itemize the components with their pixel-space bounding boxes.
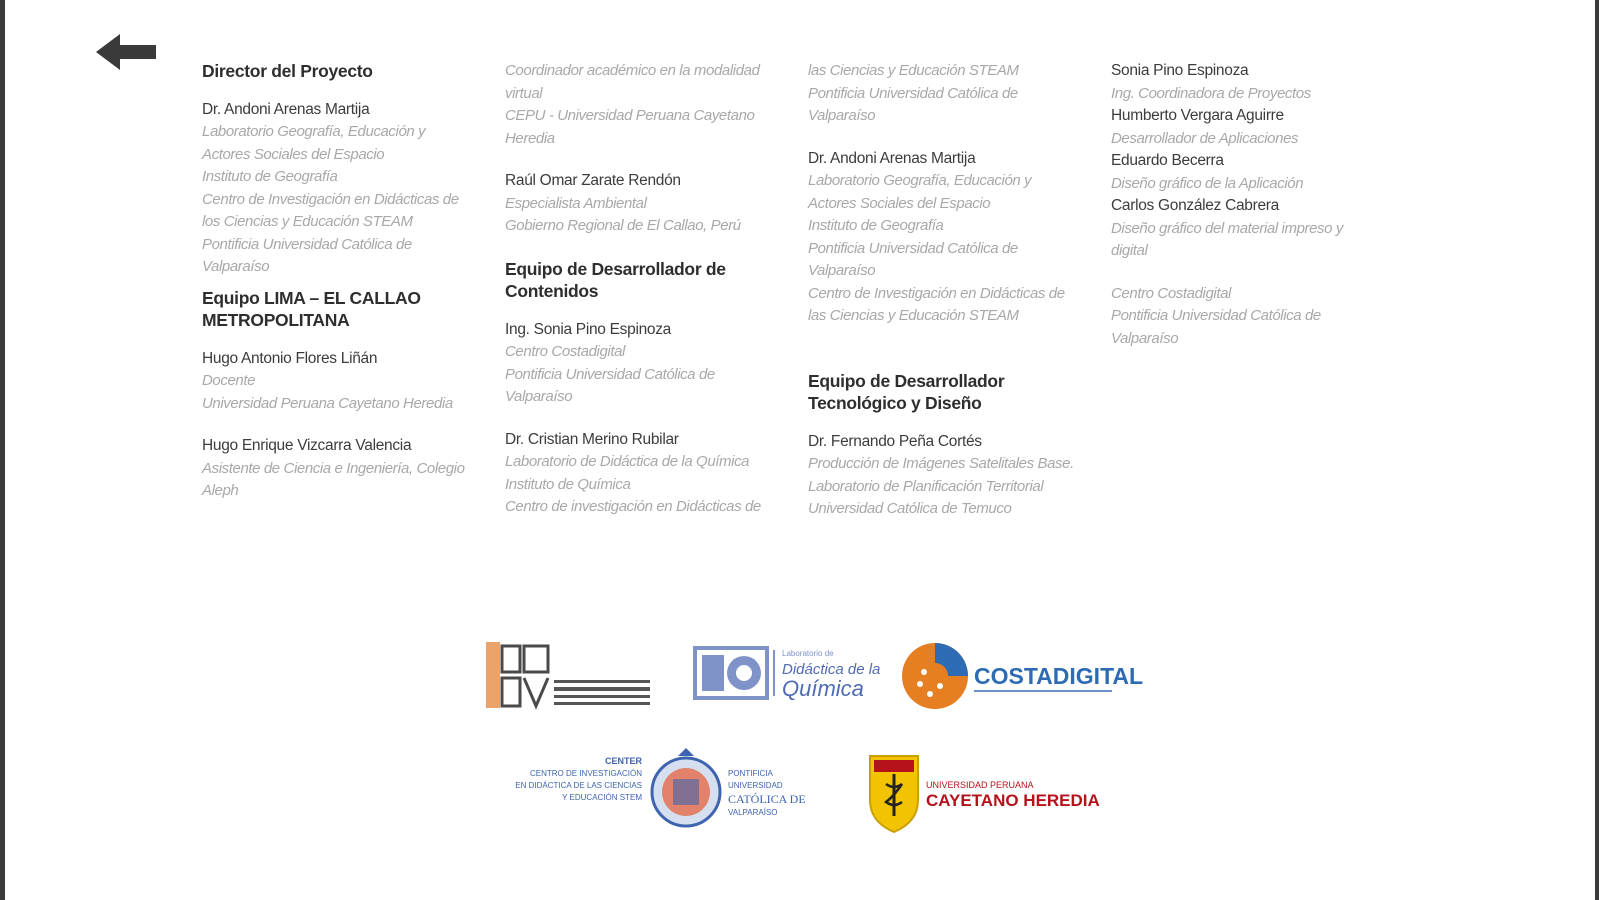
pucv-line3: CATÓLICA DE <box>728 792 806 806</box>
credit-entry-continued <box>505 60 790 150</box>
credits-column-1 <box>202 60 487 503</box>
affiliation: digital <box>1111 242 1148 259</box>
affiliation: Laboratorio de Planificación Territorial <box>808 477 1044 495</box>
credits-column-4 <box>1111 60 1396 350</box>
section-heading-tech: Equipo de Desarrollador Tecnológico y Diseño <box>808 370 1005 413</box>
didactica-line3: Química <box>782 676 864 701</box>
affiliation: Docente <box>202 372 256 389</box>
credit-entry <box>1111 150 1396 195</box>
affiliation: Actores Sociales del Espacio <box>202 145 385 163</box>
credit-entry-continued <box>808 60 1093 128</box>
affiliation: Valparaíso <box>808 107 876 124</box>
credit-entry <box>1111 105 1396 150</box>
affiliation: Pontificia Universidad Católica de <box>1111 307 1321 324</box>
affiliation: Asistente de Ciencia e Ingeniería, Colegio <box>202 459 465 477</box>
credit-entry <box>505 319 790 409</box>
credit-entry <box>808 148 1093 328</box>
affiliation: Heredia <box>505 129 555 147</box>
credits-column-2 <box>505 60 790 519</box>
credit-entry <box>808 431 1093 521</box>
affiliation: CEPU - Universidad Peruana Cayetano <box>505 107 755 124</box>
pucv-line2: UNIVERSIDAD <box>728 781 783 790</box>
center-line3: EN DIDÁCTICA DE LAS CIENCIAS <box>515 781 642 790</box>
affiliation: Valparaíso <box>505 388 573 405</box>
affiliation: Especialista Ambiental <box>505 194 647 212</box>
person-name: Dr. Fernando Peña Cortés <box>808 432 982 450</box>
person-name: Dr. Cristian Merino Rubilar <box>505 430 679 448</box>
affiliation: Universidad Peruana Cayetano Heredia <box>202 394 453 412</box>
affiliation: Pontificia Universidad Católica de <box>808 84 1018 102</box>
person-name: Eduardo Becerra <box>1111 152 1224 169</box>
didactica-line1: Laboratorio de <box>782 649 834 658</box>
affiliation: Laboratorio Geografía, Educación y <box>202 123 426 140</box>
affiliation: Centro Costadigital <box>1111 284 1231 302</box>
center-line1: CENTER <box>604 756 642 766</box>
didactica-line2: Didáctica de la <box>782 661 881 678</box>
affiliation: Laboratorio de Didáctica de la Química <box>505 453 750 470</box>
affiliation: Coordinador académico en la modalidad <box>505 62 760 79</box>
person-name: Dr. Andoni Arenas Martija <box>202 100 370 118</box>
credits-section <box>0 60 1599 560</box>
section-heading-content: Equipo de Desarrollador de Contenidos <box>505 258 726 301</box>
affiliation: las Ciencias y Educación STEAM <box>808 62 1019 79</box>
affiliation: Actores Sociales del Espacio <box>808 194 991 212</box>
affiliation: Aleph <box>202 482 239 499</box>
pucv-line4: VALPARAÍSO <box>728 808 778 817</box>
person-name: Hugo Antonio Flores Liñán <box>202 349 378 367</box>
affiliation: Valparaíso <box>202 258 270 275</box>
upch-line2: CAYETANO HEREDIA <box>926 791 1100 810</box>
upch-line1: UNIVERSIDAD PERUANA <box>926 780 1034 790</box>
affiliation: Diseño gráfico del material impreso y <box>1111 219 1343 237</box>
affiliation: Pontificia Universidad Católica de <box>505 365 715 383</box>
credit-entry <box>505 170 790 238</box>
costadigital-name: COSTADIGITAL <box>974 663 1144 689</box>
geography-lab-logo <box>484 640 654 712</box>
affiliation: Gobierno Regional de El Callao, Perú <box>505 217 741 234</box>
credit-entry <box>202 435 487 503</box>
credit-entry <box>202 99 487 279</box>
organization-entry <box>1111 283 1396 351</box>
section-heading-director: Director del Proyecto <box>202 61 373 81</box>
pucv-line1: PONTIFICIA <box>728 769 773 778</box>
pucv-seal-icon <box>652 748 720 826</box>
affiliation: Centro Costadigital <box>505 343 625 360</box>
affiliation: Centro de investigación en Didácticas de <box>505 498 761 515</box>
affiliation: Centro de Investigación en Didácticas de <box>202 190 459 208</box>
costadigital-logo <box>900 638 1144 716</box>
person-name: Dr. Andoni Arenas Martija <box>808 149 976 167</box>
person-name: Humberto Vergara Aguirre <box>1111 107 1284 124</box>
credit-entry <box>505 429 790 519</box>
credit-entry <box>1111 195 1396 263</box>
upch-logo <box>866 750 1106 834</box>
credit-entry <box>202 348 487 416</box>
affiliation: Laboratorio Geografía, Educación y <box>808 172 1032 189</box>
affiliation: Instituto de Geografía <box>808 217 944 234</box>
chemistry-didactics-logo <box>694 642 881 702</box>
affiliation: Instituto de Química <box>505 475 631 493</box>
affiliation: Valparaíso <box>1111 329 1179 347</box>
center-line2: CENTRO DE INVESTIGACIÓN <box>529 769 642 778</box>
affiliation: Instituto de Geografía <box>202 168 338 185</box>
affiliation: Pontificia Universidad Católica de <box>808 239 1018 257</box>
person-name: Carlos González Cabrera <box>1111 197 1279 214</box>
person-name: Ing. Sonia Pino Espinoza <box>505 320 672 338</box>
center-line4: Y EDUCACIÓN STEM <box>562 793 642 802</box>
affiliation: Valparaíso <box>808 262 876 279</box>
affiliation: Ing. Coordinadora de Proyectos <box>1111 84 1311 102</box>
affiliation: Universidad Católica de Temuco <box>808 500 1012 517</box>
credit-entry <box>1111 60 1396 105</box>
affiliation: los Ciencias y Educación STEAM <box>202 213 413 230</box>
affiliation: Desarrollador de Aplicaciones <box>1111 129 1299 147</box>
affiliation: Producción de Imágenes Satelitales Base. <box>808 455 1074 472</box>
affiliation: Diseño gráfico de la Aplicación <box>1111 174 1304 192</box>
affiliation: Pontificia Universidad Católica de <box>202 235 412 253</box>
affiliation: virtual <box>505 84 543 102</box>
affiliation: las Ciencias y Educación STEAM <box>808 307 1019 324</box>
section-heading-lima: Equipo LIMA – EL CALLAO METROPOLITANA <box>202 287 421 330</box>
center-pucv-logo <box>492 748 812 832</box>
affiliation: Centro de Investigación en Didácticas de <box>808 284 1065 302</box>
person-name: Raúl Omar Zarate Rendón <box>505 172 681 189</box>
partner-logos <box>0 630 1599 830</box>
person-name: Hugo Enrique Vizcarra Valencia <box>202 437 412 454</box>
credits-column-3 <box>808 60 1093 521</box>
person-name: Sonia Pino Espinoza <box>1111 62 1249 79</box>
